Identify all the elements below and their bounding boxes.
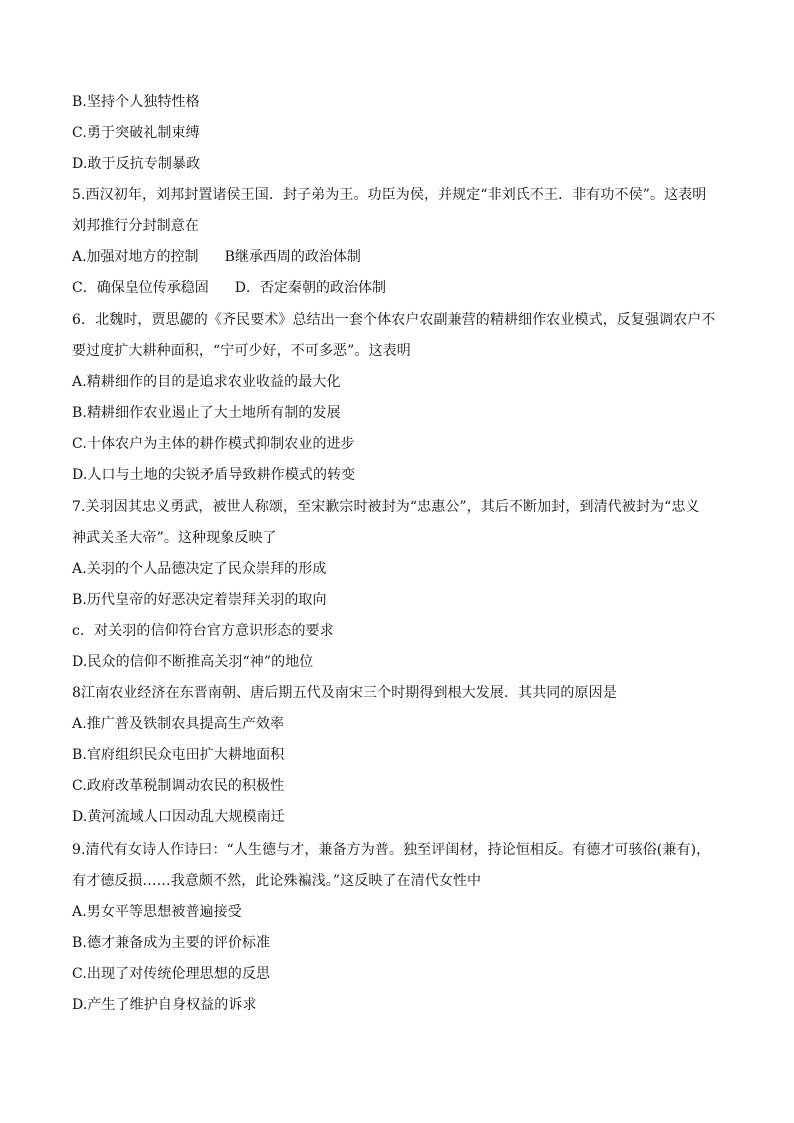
option-7c: c．对关羽的信仰符台官方意识形态的要求 (72, 623, 334, 639)
option-4b: B.坚持个人独特性格 (72, 94, 200, 110)
option-5b: B继承西周的政治体制 (224, 249, 361, 265)
option-8d: D.黄河流域人口因动乱大规模南迁 (72, 809, 285, 825)
option-5d: D．否定秦朝的政治体制 (234, 280, 386, 296)
question-9-stem-line-2: 有才德反损……我意颇不然，此论殊褊浅。”这反映了在清代女性中 (72, 873, 482, 889)
question-6-stem-line-1: 6．北魏时，贾思勰的《齐民要术》总结出一套个体农户农副兼营的精耕细作农业模式，反复强调农户不 (72, 312, 716, 328)
option-5a: A.加强对地方的控制 (72, 249, 199, 265)
option-8c: C.政府改革税制调动农民的积极性 (72, 778, 285, 794)
option-9b: B.德才兼备成为主要的评价标准 (72, 935, 271, 951)
option-6a: A.精耕细作的目的是追求农业收益的最大化 (72, 374, 341, 390)
option-8a: A.推广普及铁制农具提高生产效率 (72, 716, 285, 732)
question-8-stem: 8江南农业经济在东晋南朝、唐后期五代及南宋三个时期得到根大发展．其共同的原因是 (72, 685, 617, 701)
option-5c: C．确保皇位传承稳固 (72, 280, 209, 296)
option-8b: B.官府组织民众屯田扩大耕地面积 (72, 747, 285, 763)
question-5-stem-line-2: 刘邦推行分封制意在 (72, 218, 199, 234)
question-5-options-row-1 (72, 247, 361, 267)
question-9-stem-line-1: 9.清代有女诗人作诗曰：“人生德与才，兼备方为普。独至评闺材，持论恒相反。有德才可骇俗(兼有)， (72, 842, 711, 858)
option-6b: B.精耕细作农业遏止了大土地所有制的发展 (72, 405, 341, 421)
option-6d: D.人口与土地的尖锐矛盾导致耕作模式的转变 (72, 467, 356, 483)
option-9d: D.产生了维护自身权益的诉求 (72, 997, 257, 1013)
option-4d: D.敢于反抗专制暴政 (72, 156, 201, 172)
question-7-stem-line-1: 7.关羽因其忠义勇武，被世人称颂，至宋歉宗时被封为“忠惠公”，其后不断加封，到清代被封为“忠义 (72, 499, 700, 515)
option-6c: C.十体农户为主体的耕作模式抑制农业的进步 (72, 436, 355, 452)
option-7b: B.历代皇帝的好恶决定着崇拜关羽的取向 (72, 592, 327, 608)
question-5-stem-line-1: 5.西汉初年，刘邦封置诸侯王国．封子弟为王。功臣为侯，并规定“非刘氏不王．非有功不侯”。这表明 (72, 187, 707, 203)
option-9a: A.男女平等思想被普遍接受 (72, 904, 242, 920)
question-5-options-row-2 (72, 278, 386, 298)
question-7-stem-line-2: 神武关圣大帝”。这种现象反映了 (72, 530, 277, 546)
option-7d: D.民众的信仰不断推高关羽“神”的地位 (72, 654, 314, 670)
option-4c: C.勇于突破礼制束缚 (72, 125, 200, 141)
question-6-stem-line-2: 要过度扩大耕种面积，“宁可少好，不可多恶”。这表明 (72, 343, 411, 359)
option-9c: C.出现了对传统伦理思想的反思 (72, 966, 271, 982)
option-7a: A.关羽的个人品德决定了民众崇拜的形成 (72, 561, 327, 577)
